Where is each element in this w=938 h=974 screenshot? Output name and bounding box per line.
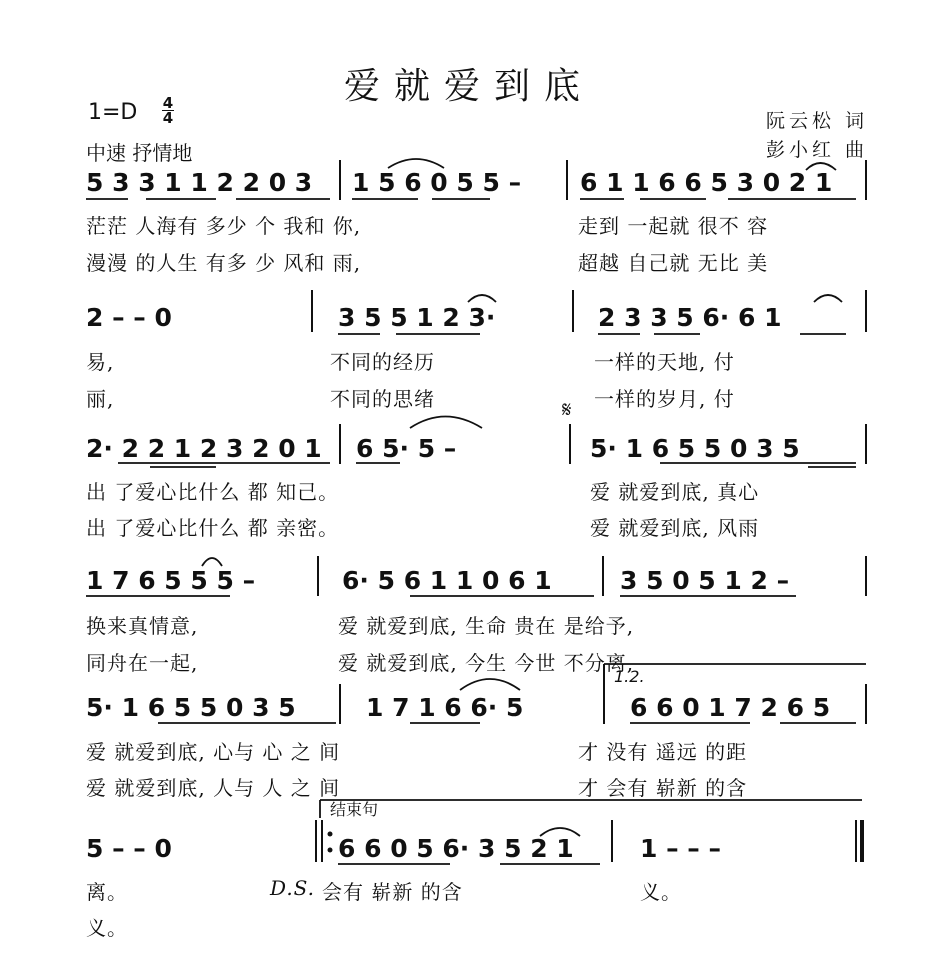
row3-verse1-lyric-b: 爱 就爱到底, 真心 <box>590 480 760 504</box>
row3-measure1-notes: 2· 2 2 1 2 3 2 0 1 <box>86 434 322 463</box>
row6-measure3-notes: 1 – – – <box>640 834 722 863</box>
row5-verse2-lyric-a: 爱 就爱到底, 人与 人 之 间 <box>86 776 341 800</box>
row5-verse1-lyric-a: 爱 就爱到底, 心与 心 之 间 <box>86 740 341 764</box>
tie <box>202 558 222 566</box>
tie <box>814 295 842 302</box>
segno-sign: 𝄋 <box>562 398 572 423</box>
row2-verse2-lyric-a: 丽, <box>86 387 115 411</box>
row6-measure2-notes: 6 6 0 5 6· 3 5 2 1 <box>338 834 574 863</box>
volta-label: 1.2. <box>614 667 645 686</box>
row5-verse1-lyric-b: 才 没有 遥远 的距 <box>578 740 748 764</box>
repeat-dot <box>328 832 333 837</box>
tie <box>468 295 496 302</box>
row6-verse2-lyric-a: 义。 <box>86 916 128 940</box>
tie <box>540 828 580 836</box>
lyricist-credit: 阮云松 词 <box>766 110 869 132</box>
row4-verse2-lyric-b: 爱 就爱到底, 今生 今世 不分离, <box>338 651 635 675</box>
row1-measure3-notes: 6 1 1 6 6 5 3 0 2 1 <box>580 168 833 197</box>
row2-verse1-lyric-c: 一样的天地, 付 <box>594 350 735 374</box>
row6-verse1-lyric-c: 义。 <box>640 880 682 904</box>
row4-measure3-notes: 3 5 0 5 1 2 – <box>620 566 790 595</box>
song-title: 爱就爱到底 <box>343 66 594 107</box>
tie <box>388 159 444 168</box>
row6-verse1-lyric-b: 会有 崭新 的含 <box>322 880 463 904</box>
tie <box>806 163 836 170</box>
tempo-marking: 中速 抒情地 <box>86 141 193 165</box>
row3-verse1-lyric-a: 出 了爱心比什么 都 知己。 <box>86 480 340 504</box>
row2-measure1-notes: 2 – – 0 <box>86 303 172 332</box>
row6-verse1-lyric-a: 离。 <box>86 880 128 904</box>
time-signature-bottom: 4 <box>162 109 174 127</box>
row3-verse2-lyric-b: 爱 就爱到底, 风雨 <box>590 516 760 540</box>
row6-measure1-notes: 5 – – 0 <box>86 834 172 863</box>
ds-marking: D.S. <box>270 876 316 900</box>
tie <box>410 417 482 429</box>
row3-measure3-notes: 5· 1 6 5 5 0 3 5 <box>590 434 800 463</box>
row4-verse1-lyric-b: 爱 就爱到底, 生命 贵在 是给予, <box>338 614 635 638</box>
row5-measure2-notes: 1 7 1 6 6· 5 <box>366 693 524 722</box>
row1-verse1-lyric-b: 走到 一起就 很不 容 <box>578 214 769 238</box>
row1-measure1-notes: 5 3 3 1 1 2 2 0 3 <box>86 168 313 197</box>
row1-verse2-lyric-b: 超越 自己就 无比 美 <box>578 251 769 275</box>
repeat-dot <box>328 848 333 853</box>
row5-verse2-lyric-b: 才 会有 崭新 的含 <box>578 776 748 800</box>
composer-credit: 彭小红 曲 <box>766 139 869 161</box>
key-signature: 1=D <box>88 100 138 125</box>
row3-verse2-lyric-a: 出 了爱心比什么 都 亲密。 <box>86 516 340 540</box>
row5-measure1-notes: 5· 1 6 5 5 0 3 5 <box>86 693 296 722</box>
row2-verse1-lyric-a: 易, <box>86 350 115 374</box>
row4-measure1-notes: 1 7 6 5 5 5 – <box>86 566 256 595</box>
tie <box>460 679 520 690</box>
row2-verse2-lyric-c: 一样的岁月, 付 <box>594 387 735 411</box>
row2-verse2-lyric-b: 不同的思绪 <box>330 387 435 411</box>
row4-measure2-notes: 6· 5 6 1 1 0 6 1 <box>342 566 552 595</box>
row5-measure3-notes: 6 6 0 1 7 2 6 5 <box>630 693 831 722</box>
row2-verse1-lyric-b: 不同的经历 <box>330 350 435 374</box>
row4-verse1-lyric-a: 换来真情意, <box>86 614 199 638</box>
row1-verse1-lyric-a: 茫茫 人海有 多少 个 我和 你, <box>86 214 362 238</box>
row2-measure2-notes: 3 5 5 1 2 3· <box>338 303 496 332</box>
row3-measure2-notes: 6 5· 5 – <box>356 434 457 463</box>
row2-measure3-notes: 2 3 3 5 6· 6 1 <box>598 303 782 332</box>
row1-verse2-lyric-a: 漫漫 的人生 有多 少 风和 雨, <box>86 251 362 275</box>
ending-label: 结束句 <box>330 800 379 819</box>
row1-measure2-notes: 1 5 6 0 5 5 – <box>352 168 522 197</box>
time-signature-top: 4 <box>162 94 174 112</box>
row4-verse2-lyric-a: 同舟在一起, <box>86 651 199 675</box>
